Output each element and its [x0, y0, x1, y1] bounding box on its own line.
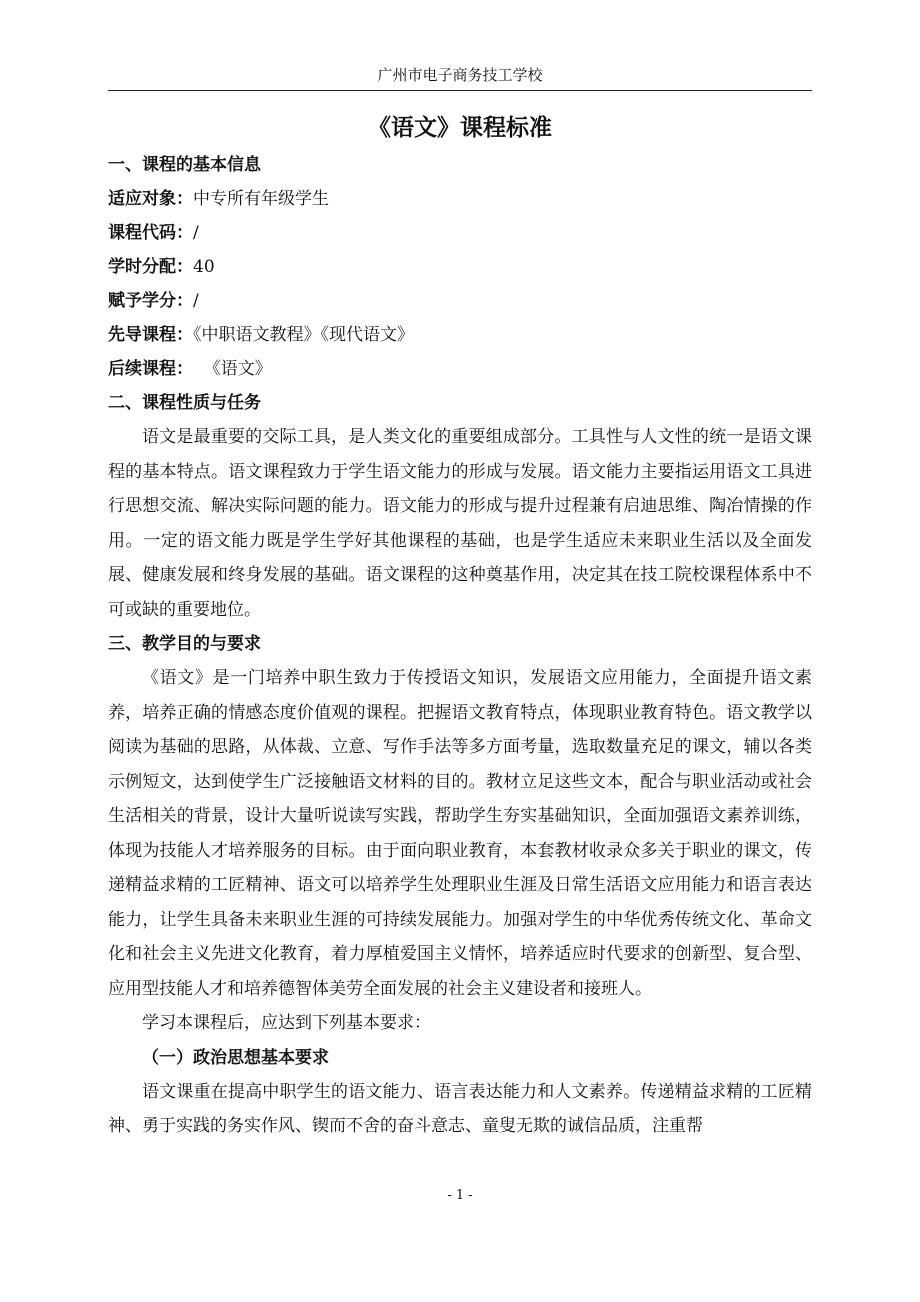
info-label: 学时分配：: [108, 257, 193, 277]
info-row-credits: [108, 284, 812, 318]
info-row-course-code: [108, 216, 812, 250]
info-label: 先导课程：: [108, 325, 193, 345]
section-heading-nature: 二、课程性质与任务: [108, 393, 261, 413]
paragraph-political: 语文课重在提高中职学生的语文能力、语言表达能力和人文素养。传递精益求精的工匠精神、勇于实践的务实作风、锲而不舍的奋斗意志、童叟无欺的诚信品质，注重帮: [108, 1081, 812, 1136]
info-row-hours: [108, 250, 812, 284]
document-title: 《语文》课程标准: [368, 115, 552, 141]
info-value: 40: [193, 257, 215, 277]
document-body: [108, 108, 812, 1144]
info-value: /: [193, 291, 199, 311]
info-label: 适应对象：: [108, 189, 193, 209]
info-label: 后续课程：: [108, 359, 193, 379]
info-row-follow-up: [108, 352, 812, 386]
info-value: 《中职语文教程》《现代语文》: [193, 325, 414, 345]
info-value: /: [193, 223, 199, 243]
page-header: 广州市电子商务技工学校: [108, 60, 812, 91]
info-value: 中专所有年级学生: [193, 189, 329, 209]
subsection-heading-political: （一）政治思想基本要求: [142, 1047, 329, 1068]
section-heading-basic-info: 一、课程的基本信息: [108, 155, 261, 175]
info-row-prerequisite: [108, 318, 812, 352]
paragraph-objectives: 《语文》是一门培养中职生致力于传授语文知识，发展语文应用能力，全面提升语文素养，培养正确的情感态度价值观的课程。把握语文教育特点，体现职业教育特色。语文教学以阅读为基础的思路，从体裁、立意、写作手法等多方面考量，选取数量充足的课文，辅以各类示例短文，达到使学生广泛接触语文材料的目的。教材立足这些文本，配合与职业活动或社会生活相关的背景，设计大量听说读写实践，帮助学生夯实基础知识，全面加强语文素养训练，体现为技能人才培养服务的目标。由于面向职业教育，本套教材收录众多关于职业的课文，传递精益求精的工匠精神、语文可以培养学生处理职业生涯及日常生活语文应用能力和语言表达能力，让学生具备未来职业生涯的可持续发展能力。加强对学生的中华优秀传统文化、革命文化和社会主义先进文化教育，着力厚植爱国主义情怀，培养适应时代要求的创新型、复合型、应用型技能人才和培养德智体美劳全面发展的社会主义建设者和接班人。: [108, 668, 812, 999]
info-row-audience: [108, 182, 812, 216]
page-number: - 1 -: [447, 1188, 473, 1203]
paragraph-nature: 语文是最重要的交际工具，是人类文化的重要组成部分。工具性与人文性的统一是语文课程的基本特点。语文课程致力于学生语文能力的形成与发展。语文能力主要指运用语文工具进行思想交流、解决实际问题的能力。语文能力的形成与提升过程兼有启迪思维、陶冶情操的作用。一定的语文能力既是学生学好其他课程的基础，也是学生适应未来职业生活以及全面发展、健康发展和终身发展的基础。语文课程的这种奠基作用，决定其在技工院校课程体系中不可或缺的重要地位。: [108, 427, 812, 620]
info-label: 赋予学分：: [108, 291, 193, 311]
paragraph-requirements-intro: 学习本课程后，应达到下列基本要求：: [142, 1013, 431, 1033]
info-label: 课程代码：: [108, 223, 193, 243]
info-value: 《语文》: [193, 359, 272, 379]
section-heading-objectives: 三、教学目的与要求: [108, 634, 261, 654]
